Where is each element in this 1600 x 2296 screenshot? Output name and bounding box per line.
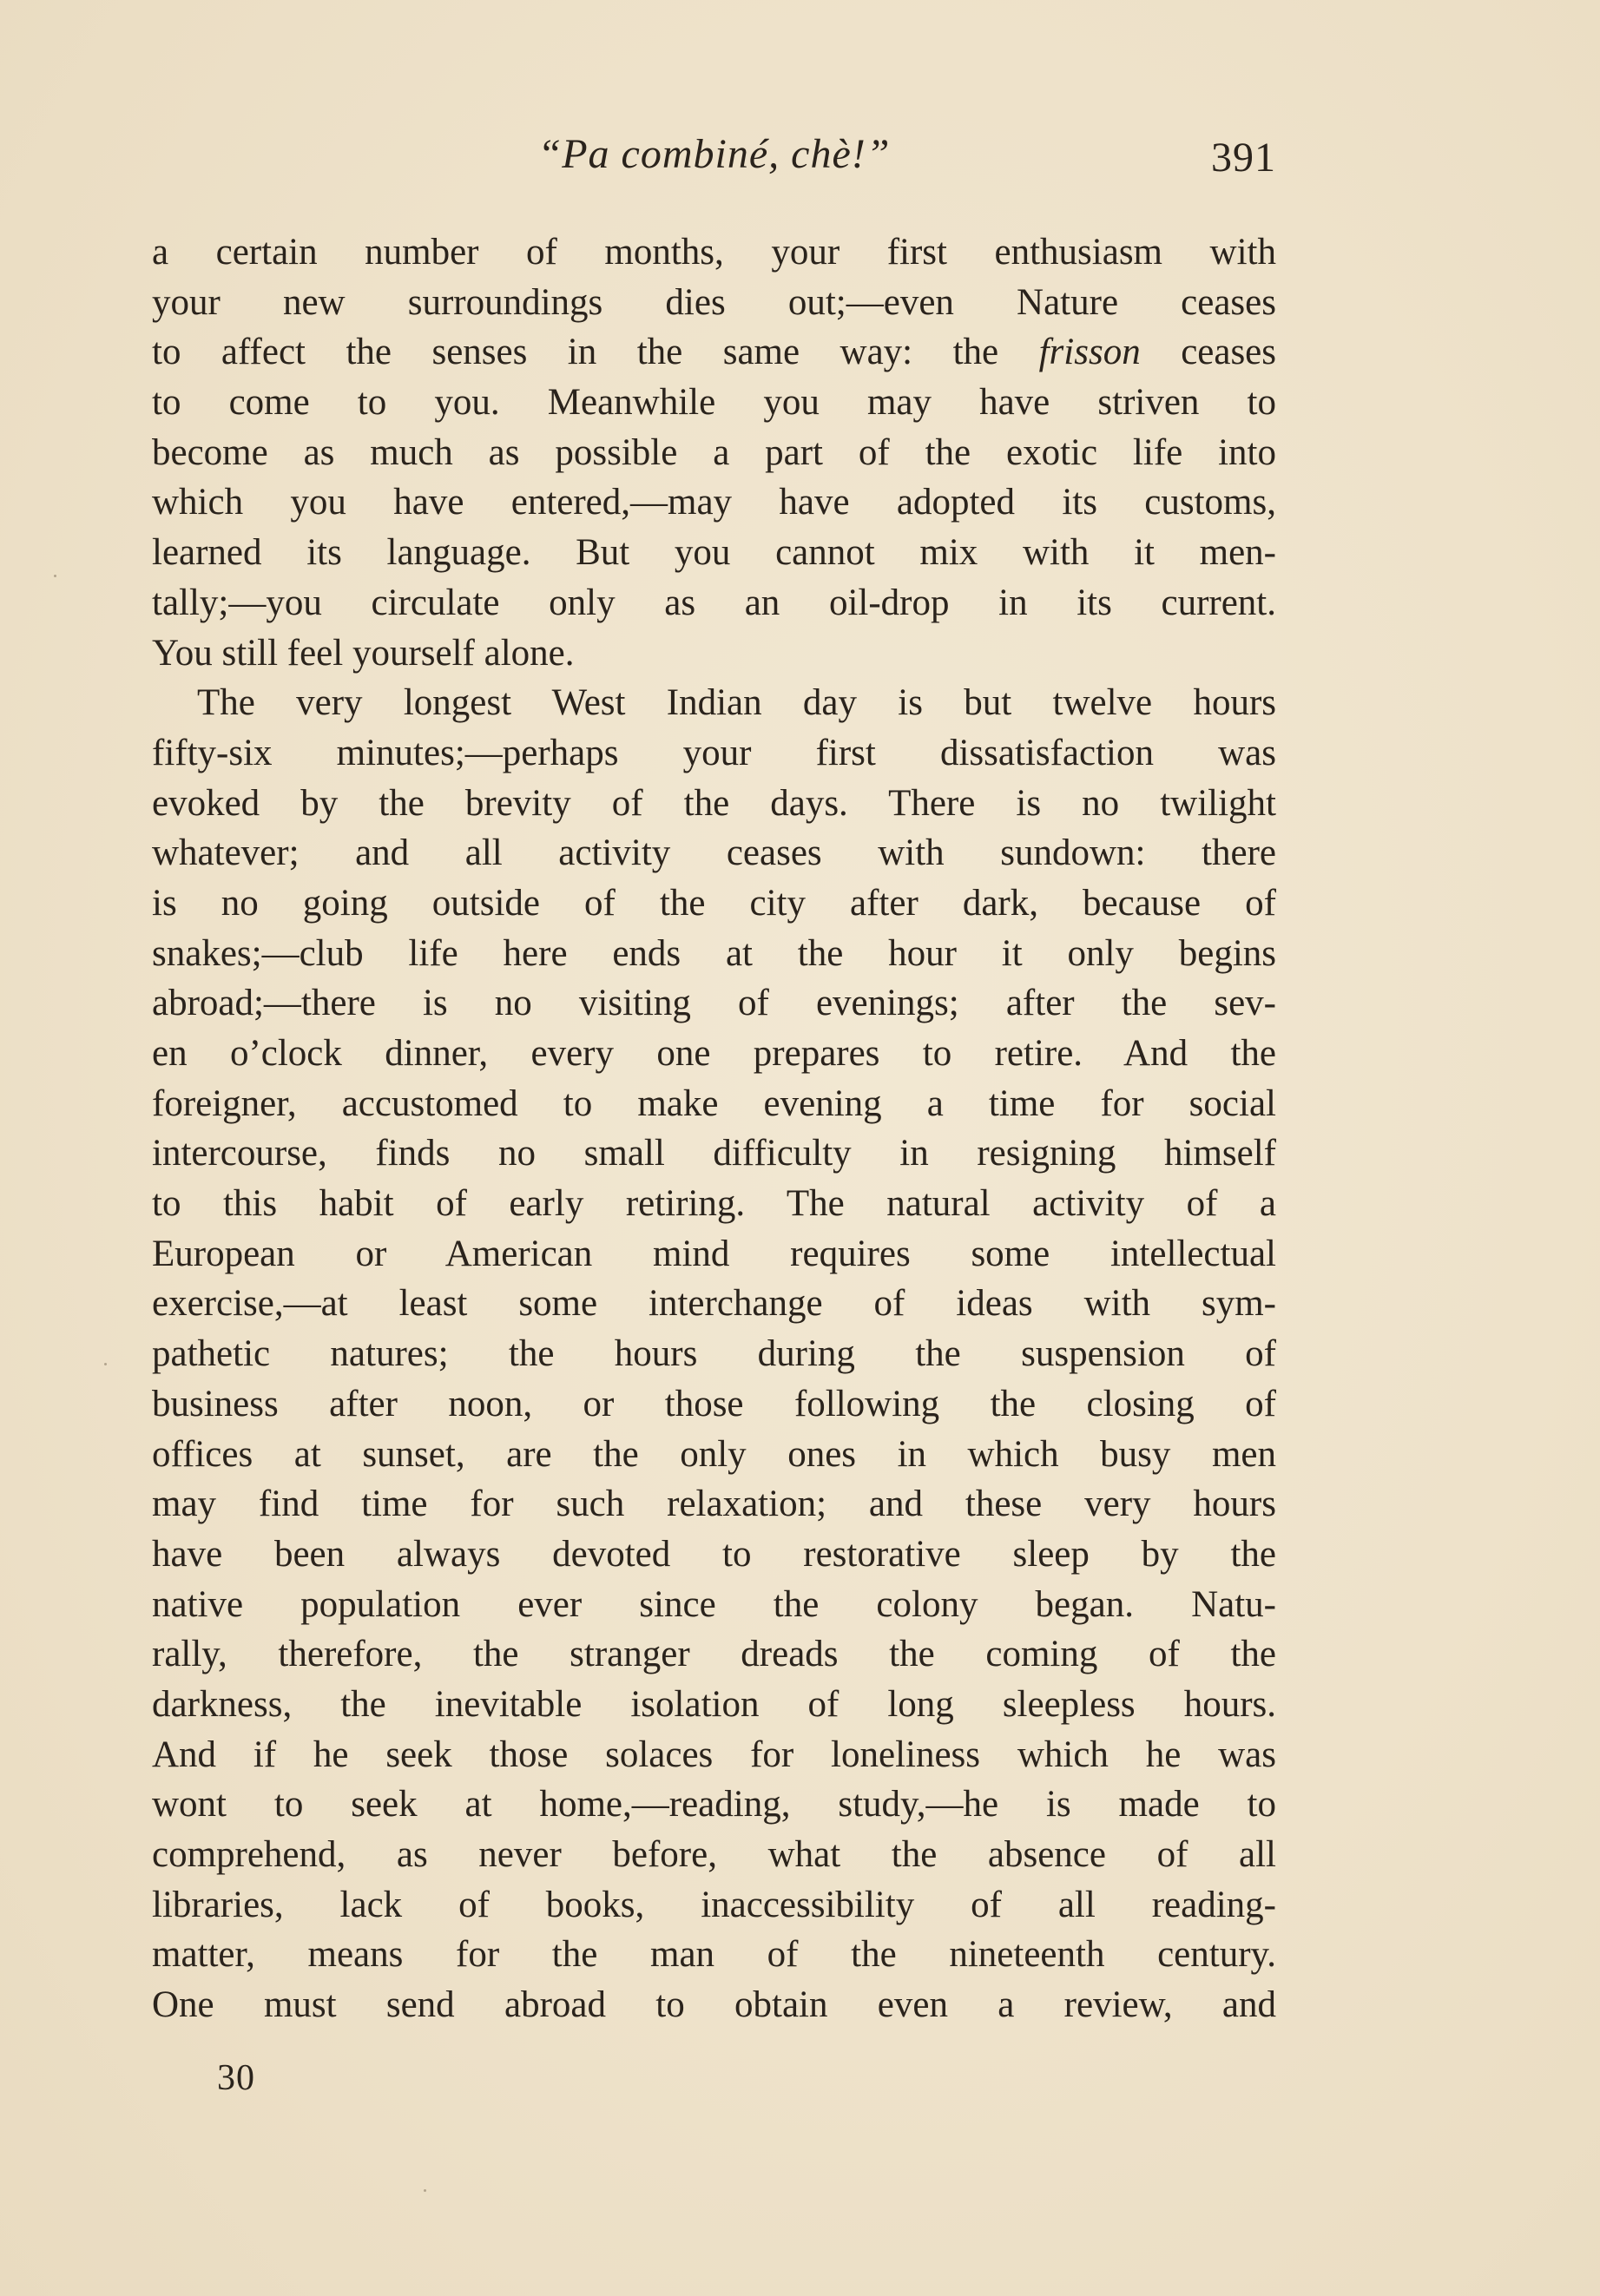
text-line-31: And if he seek those solaces for loneliness which he was <box>152 1734 1276 1775</box>
text-line-1: a certain number of months, your first enthusiasm with <box>152 232 1276 273</box>
text-line-36: One must send abroad to obtain even a review, and <box>152 1984 1276 2026</box>
text-line-2: your new surroundings dies out;—even Nature ceases <box>152 281 1276 323</box>
text-line-29: rally, therefore, the stranger dreads the coming of the <box>152 1634 1276 1675</box>
text-line-9: You still feel yourself alone. <box>152 632 575 674</box>
text-line-12: evoked by the brevity of the days. There is no twilight <box>152 782 1276 824</box>
text-line-34: libraries, lack of books, inaccessibility of all reading- <box>152 1884 1276 1925</box>
paper-speck <box>54 575 56 577</box>
text-line-14: is no going outside of the city after dark, because of <box>152 882 1276 924</box>
text-line-24: business after noon, or those following the closing of <box>152 1383 1276 1424</box>
text-line-35: matter, means for the man of the nineteenth century. <box>152 1934 1276 1976</box>
text-line-27: have been always devoted to restorative sleep by the <box>152 1533 1276 1575</box>
text-line-16: abroad;—there is no visiting of evenings; after the sev- <box>152 983 1276 1024</box>
text-line-21: European or American mind requires some intellectual <box>152 1233 1276 1274</box>
text-line-5: become as much as possible a part of the exotic life into <box>152 431 1276 473</box>
text-line-15: snakes;—club life here ends at the hour it only begins <box>152 932 1276 974</box>
running-title: “Pa combiné, chè!” <box>537 131 891 177</box>
text-line-33: comprehend, as never before, what the absence of all <box>152 1834 1276 1875</box>
text-line-10: The very longest West Indian day is but twelve hours <box>197 682 1276 724</box>
text-line-11: fifty-six minutes;—perhaps your first dissatisfaction was <box>152 732 1276 773</box>
text-line-17: en o’clock dinner, every one prepares to retire. And the <box>152 1033 1276 1074</box>
paper-speck <box>104 1363 107 1365</box>
text-line-32: wont to seek at home,—reading, study,—he is made to <box>152 1784 1276 1826</box>
text-line-7: learned its language. But you cannot mix with it men- <box>152 532 1276 574</box>
paper-speck <box>424 2189 426 2192</box>
text-line-6: which you have entered,—may have adopted its customs, <box>152 482 1276 523</box>
page-header <box>152 130 1276 200</box>
body-text <box>152 227 1276 2030</box>
text-line-3: to affect the senses in the same way: the frisson ceases <box>152 332 1276 373</box>
signature-mark: 30 <box>217 2058 255 2098</box>
text-line-8: tally;—you circulate only as an oil-drop in its current. <box>152 582 1276 623</box>
text-line-18: foreigner, accustomed to make evening a time for social <box>152 1082 1276 1124</box>
text-line-23: pathetic natures; the hours during the suspension of <box>152 1333 1276 1375</box>
page-number: 391 <box>1211 135 1276 181</box>
text-line-4: to come to you. Meanwhile you may have striven to <box>152 382 1276 424</box>
text-line-22: exercise,—at least some interchange of ideas with sym- <box>152 1283 1276 1325</box>
text-line-26: may find time for such relaxation; and these very hours <box>152 1484 1276 1525</box>
text-line-30: darkness, the inevitable isolation of long sleepless hours. <box>152 1683 1276 1725</box>
text-line-28: native population ever since the colony began. Natu- <box>152 1583 1276 1625</box>
italic-word: frisson <box>1038 332 1141 373</box>
text-line-19: intercourse, finds no small difficulty in resigning himself <box>152 1133 1276 1174</box>
text-line-20: to this habit of early retiring. The natural activity of a <box>152 1183 1276 1225</box>
text-line-25: offices at sunset, are the only ones in which busy men <box>152 1433 1276 1475</box>
text-line-13: whatever; and all activity ceases with sundown: there <box>152 832 1276 874</box>
